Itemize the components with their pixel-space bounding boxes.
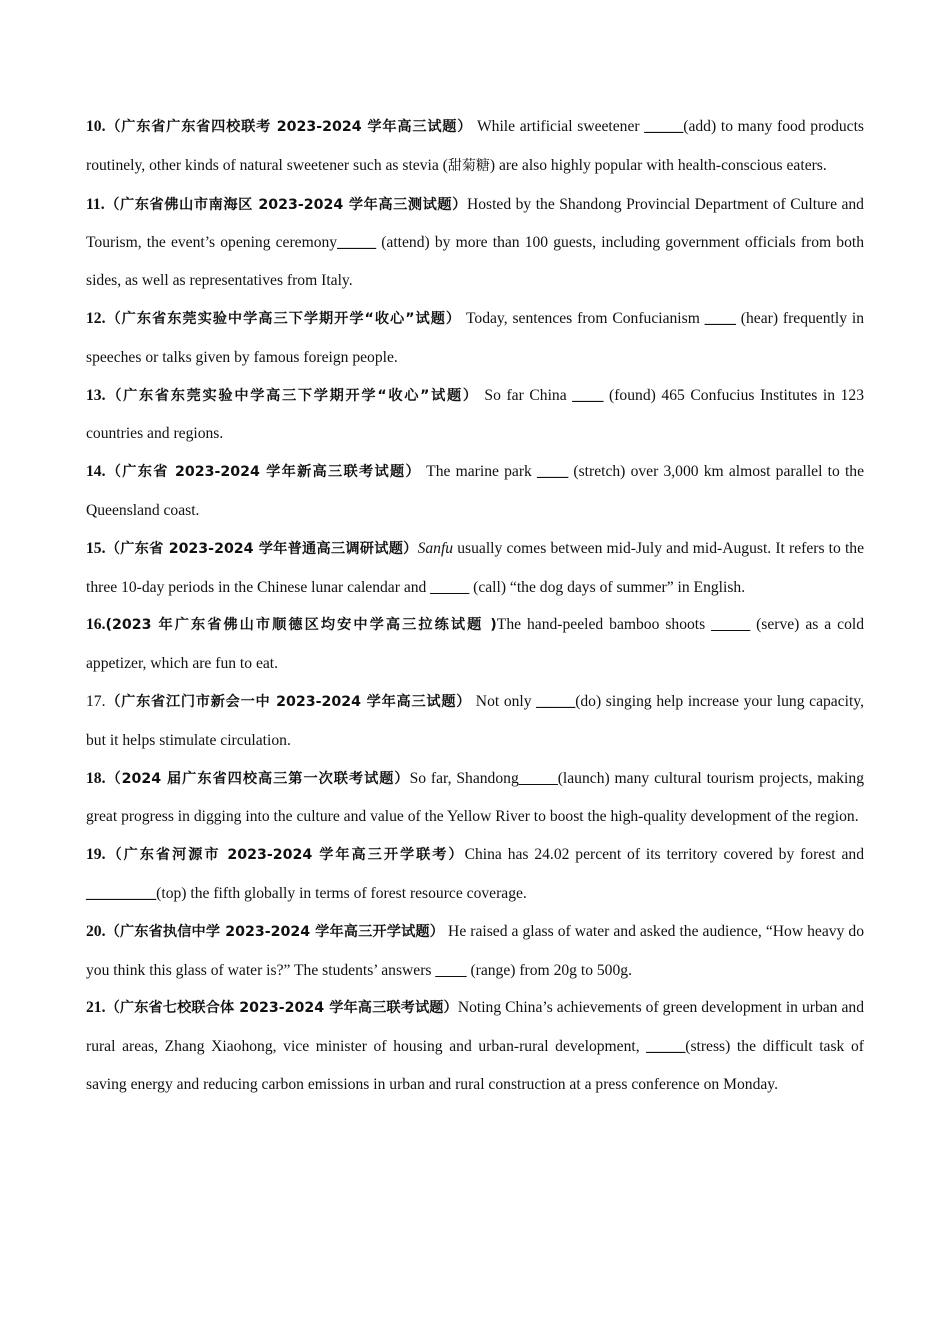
question-text: China has 24.02 percent of its territory covered by forest and [464, 846, 864, 864]
question-source: （2024 届广东省四校高三第一次联考试题） [105, 770, 410, 787]
question-source: （广东省广东省四校联考 2023-2024 学年高三试题） [105, 119, 473, 135]
question-text: While artificial sweetener [472, 118, 645, 135]
question-number: 11. [86, 195, 105, 213]
question-number: 19. [86, 846, 106, 864]
question-text: Today, sentences from Confucianism [461, 309, 705, 327]
answer-blank[interactable]: ____ [435, 961, 467, 979]
question-text: So far China [478, 386, 573, 404]
question-number: 16. [86, 616, 106, 634]
question-text: (found) 465 Confucius Institutes in 123 countries and regions. [86, 386, 864, 443]
question-text: (serve) as a cold appetizer, which are fun to eat. [86, 616, 864, 673]
question-text: The marine park [420, 463, 538, 481]
answer-blank[interactable]: _____ [430, 578, 470, 596]
question-number: 15. [86, 539, 106, 557]
question-text: (add) to many food products routinely, other kinds of natural sweetener such as stevia ( [86, 118, 864, 174]
answer-blank[interactable]: _____ [536, 692, 576, 710]
question-source: （广东省东莞实验中学高三下学期开学“收心”试题） [105, 387, 479, 404]
question-text: usually comes between mid-July and mid-August. It refers to the three 10-day periods in the Chinese lunar calendar and [86, 539, 864, 596]
question-source: （广东省佛山市南海区 2023-2024 学年高三测试题） [104, 196, 467, 213]
question-text: So far, Shandong [409, 769, 519, 787]
question-text: He raised a glass of water and asked the audience, “How heavy do you think this glass of water is?” The students’ answers [86, 922, 864, 979]
question-number: 17. [86, 692, 106, 710]
question-text: ) are also highly popular with health-conscious eaters. [489, 156, 827, 174]
question-20 [86, 913, 864, 990]
question-text: Noting China’s achievements of green development in urban and rural areas, Zhang Xiaohong, vice minister of housing and urban-rural development, [86, 999, 864, 1056]
document-page [86, 108, 864, 1104]
answer-blank[interactable]: _________ [86, 884, 157, 902]
question-source: （广东省东莞实验中学高三下学期开学“收心”试题） [105, 310, 462, 327]
answer-blank[interactable]: _____ [337, 234, 377, 252]
question-14 [86, 453, 864, 530]
question-text: (range) from 20g to 500g. [466, 961, 632, 979]
question-text: (hear) frequently in speeches or talks given by famous foreign people. [86, 309, 865, 366]
question-text: The hand-peeled bamboo shoots [496, 616, 712, 634]
question-italic-term: Sanfu [417, 539, 454, 557]
answer-blank[interactable]: ____ [704, 309, 736, 327]
question-13 [86, 377, 864, 454]
answer-blank[interactable]: _____ [644, 118, 684, 135]
question-21 [86, 989, 864, 1103]
question-number: 14. [86, 463, 106, 481]
question-source: （广东省河源市 2023-2024 学年高三开学联考） [105, 847, 465, 864]
question-text: (call) “the dog days of summer” in English. [469, 578, 746, 596]
question-source: (2023 年广东省佛山市顺德区均安中学高三拉练试题 ) [105, 617, 497, 634]
question-number: 18. [86, 769, 106, 787]
question-number: 13. [86, 386, 106, 404]
question-text: Hosted by the Shandong Provincial Department of Culture and Tourism, the event’s opening ceremony [86, 195, 864, 252]
question-source: （广东省七校联合体 2023-2024 学年高三联考试题） [105, 1000, 458, 1017]
question-text: (stretch) over 3,000 km almost parallel to the Queensland coast. [86, 463, 864, 519]
question-source: （广东省江门市新会一中 2023-2024 学年高三试题） [105, 693, 472, 710]
question-source: （广东省 2023-2024 学年新高三联考试题） [105, 464, 421, 481]
question-16 [86, 606, 864, 683]
question-text: (stress) the difficult task of saving energy and reducing carbon emissions in urban and rural construction at a press conference on Monday. [86, 1038, 864, 1093]
question-source: （广东省 2023-2024 学年普通高三调研试题） [105, 540, 418, 557]
question-number: 10. [86, 118, 106, 135]
question-18 [86, 760, 864, 837]
question-19 [86, 836, 864, 913]
question-text: (attend) by more than 100 guests, including government officials from both sides, as well as representatives from Italy. [86, 234, 864, 290]
question-11 [86, 186, 864, 300]
answer-blank[interactable]: ____ [537, 463, 569, 481]
question-15 [86, 530, 864, 607]
question-12 [86, 300, 864, 377]
question-number: 20. [86, 922, 106, 940]
question-17 [86, 683, 864, 760]
question-text: (launch) many cultural tourism projects, making great progress in digging into the culture and value of the Yellow River to boost the high-quality development of the region. [86, 769, 864, 826]
question-text: (do) singing help increase your lung capacity, but it helps stimulate circulation. [86, 692, 864, 749]
question-text: Not only [471, 692, 537, 710]
answer-blank[interactable]: _____ [518, 769, 558, 787]
question-gloss: 甜菊糖 [447, 157, 490, 174]
question-text: (top) the fifth globally in terms of forest resource coverage. [156, 884, 527, 902]
answer-blank[interactable]: ____ [572, 386, 604, 404]
question-source: （广东省执信中学 2023-2024 学年高三开学试题） [105, 923, 445, 940]
answer-blank[interactable]: _____ [646, 1038, 686, 1056]
question-number: 21. [86, 999, 106, 1017]
answer-blank[interactable]: _____ [711, 616, 751, 634]
question-10 [86, 108, 864, 186]
question-number: 12. [86, 309, 106, 327]
